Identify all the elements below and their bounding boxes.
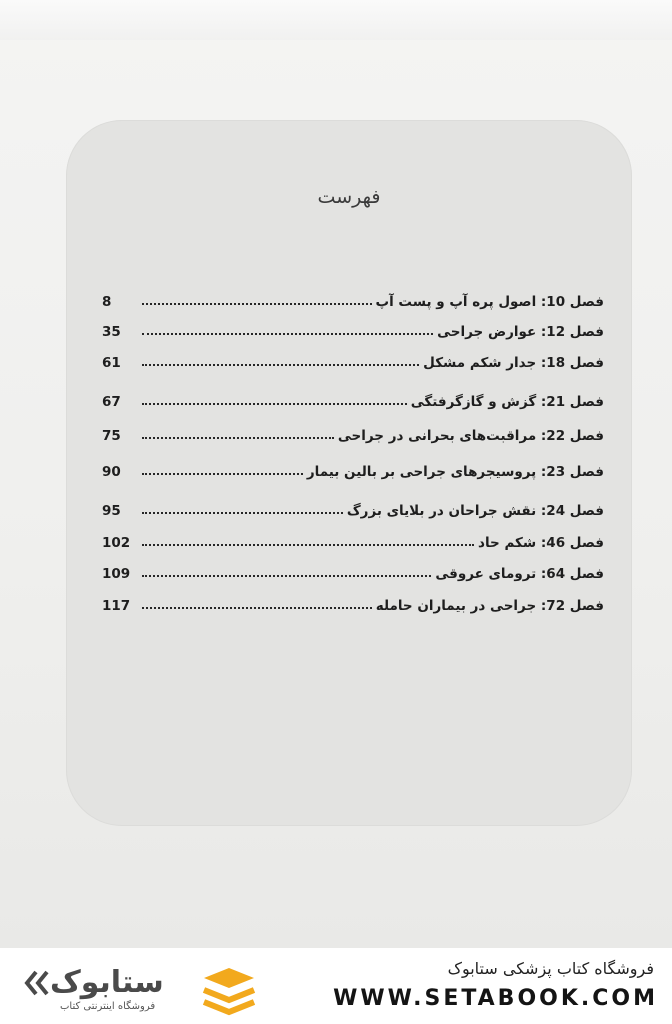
toc-entry-title: فصل 12: عوارض جراحی xyxy=(437,324,604,340)
toc-entry-page: 109 xyxy=(102,566,131,582)
toc-entry-title: فصل 64: ترومای عروقی xyxy=(435,566,604,582)
dot-leader xyxy=(142,511,343,514)
logo-wordmark: ستابوک xyxy=(50,965,164,1000)
dot-leader xyxy=(142,606,372,609)
store-name: فروشگاه کتاب پزشکی ستابوک xyxy=(447,959,654,978)
store-footer xyxy=(0,948,672,1024)
toc-entry xyxy=(102,316,604,340)
toc-panel xyxy=(66,120,632,826)
toc-entry-page: 117 xyxy=(102,598,131,614)
dot-leader xyxy=(142,332,433,335)
toc-entry xyxy=(102,286,604,310)
dot-leader xyxy=(142,363,419,366)
toc-entry-title: فصل 23: پروسیجرهای جراحی بر بالین بیمار xyxy=(306,464,604,480)
toc-entry xyxy=(102,386,604,410)
dot-leader xyxy=(142,574,431,577)
toc-heading: فهرست xyxy=(317,186,381,208)
toc-entry-title: فصل 10: اصول پره آپ و پست آپ xyxy=(375,294,604,310)
toc-entry-title: فصل 46: شکم حاد xyxy=(478,535,604,551)
toc-entry-page: 90 xyxy=(102,464,121,480)
toc-entry-title: فصل 18: جدار شکم مشکل xyxy=(423,355,604,371)
dot-leader xyxy=(142,436,334,439)
toc-entry-page: 8 xyxy=(102,294,112,310)
toc-entry-title: فصل 24: نقش جراحان در بلایای بزرگ xyxy=(346,503,604,519)
toc-entry-page: 61 xyxy=(102,355,121,371)
toc-entry xyxy=(102,527,604,551)
toc-entry xyxy=(102,495,604,519)
toc-entry xyxy=(102,558,604,582)
toc-entry xyxy=(102,420,604,444)
toc-entry-title: فصل 72: جراحی در بیماران حامله xyxy=(375,598,604,614)
toc-entry-page: 75 xyxy=(102,428,121,444)
store-logo[interactable] xyxy=(20,958,270,1018)
dot-leader xyxy=(142,302,372,305)
toc-entry-page: 102 xyxy=(102,535,131,551)
dot-leader xyxy=(142,472,303,475)
toc-entry-page: 95 xyxy=(102,503,121,519)
chevron-left-icon xyxy=(24,968,50,998)
toc-entry xyxy=(102,590,604,614)
toc-entry-title: فصل 21: گزش و گازگرفتگی xyxy=(410,394,604,410)
store-url[interactable]: WWW.SETABOOK.COM xyxy=(333,986,658,1011)
toc-entry-page: 67 xyxy=(102,394,121,410)
toc-entry xyxy=(102,347,604,371)
page-top-edge xyxy=(0,0,672,40)
toc-entry-page: 35 xyxy=(102,324,121,340)
toc-entry-title: فصل 22: مراقبت‌های بحرانی در جراحی xyxy=(337,428,604,444)
dot-leader xyxy=(142,543,474,546)
dot-leader xyxy=(142,402,407,405)
toc-entry xyxy=(102,456,604,480)
logo-tagline: فروشگاه اینترنتی کتاب xyxy=(60,1001,156,1012)
book-stack-icon xyxy=(200,964,258,1018)
